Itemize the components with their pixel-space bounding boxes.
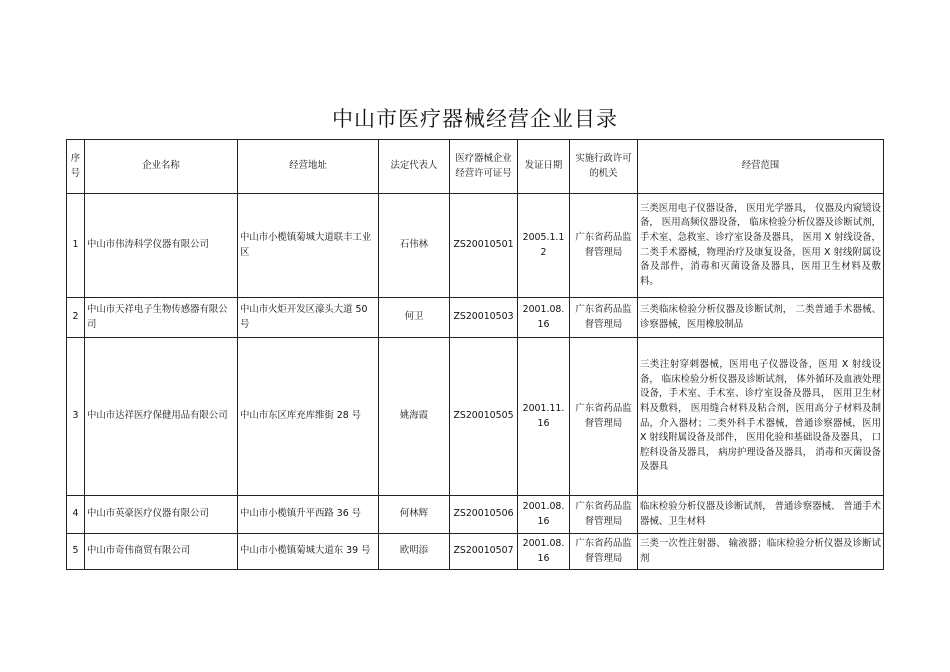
cell-legal-rep: 姚海霞 [379,338,450,496]
cell-no: 1 [67,194,85,298]
cell-business-scope: 三类注射穿刺器械，医用电子仪器设备，医用 X 射线设备， 临床检验分析仪器及诊断试剂， 体外循环及血液处理设备，手术室、手术室、诊疗室设备及器具， 医用卫生材料及敷料， 医用缝合材料及粘合剂，医用高分子材料及制品，介入器材；二类外科手术器械，普通诊察器械，医用 X 射线附属设备及部件， 医用化验和基础设备及器具， 口腔科设备及器具， 病房护理设备及器具， 消毒和灭菌设备及器具 [638,338,884,496]
cell-business-scope: 三类一次性注射器、 输液器；临床检验分析仪器及诊断试剂 [638,534,884,570]
cell-business-scope: 三类医用电子仪器设备， 医用光学器具， 仪器及内窥镜设备， 医用高频仪器设备， 临床检验分析仪器及诊断试剂， 手术室、急救室、诊疗室设备及器具， 医用 X 射线设备，二类手术器械，物理治疗及康复设备，医用 X 射线附属设备及部件，消毒和灭菌设备及器具，医用卫生材料及敷料。 [638,194,884,298]
header-business-scope: 经营范围 [638,140,884,194]
header-issue-date: 发证日期 [518,140,570,194]
cell-no: 2 [67,298,85,338]
enterprise-registry-table [66,139,884,570]
cell-enterprise-name: 中山市天祥电子生物传感器有限公司 [85,298,238,338]
cell-issue-date: 2001.08.16 [518,496,570,534]
document-title: 中山市医疗器械经营企业目录 [332,107,618,131]
cell-address: 中山市小榄镇升平西路 36 号 [238,496,379,534]
header-no: 序号 [67,140,85,194]
cell-authority: 广东省药品监督管理局 [570,496,638,534]
cell-license-no: ZS20010501 [450,194,518,298]
cell-business-scope: 临床检验分析仪器及诊断试剂， 普通诊察器械、 普通手术器械、卫生材料 [638,496,884,534]
cell-business-scope: 三类临床检验分析仪器及诊断试剂， 二类普通手术器械、诊察器械，医用橡胶制品 [638,298,884,338]
cell-no: 4 [67,496,85,534]
cell-enterprise-name: 中山市英豪医疗仪器有限公司 [85,496,238,534]
header-authority: 实施行政许可的机关 [570,140,638,194]
table-row [67,194,884,298]
header-legal-rep: 法定代表人 [379,140,450,194]
cell-issue-date: 2001.11.16 [518,338,570,496]
cell-enterprise-name: 中山市伟涛科学仪器有限公司 [85,194,238,298]
table-row [67,298,884,338]
table-row [67,534,884,570]
cell-legal-rep: 欧明添 [379,534,450,570]
table-header-row [67,140,884,194]
header-address: 经营地址 [238,140,379,194]
cell-address: 中山市小榄镇菊城大道东 39 号 [238,534,379,570]
cell-address: 中山市东区库充库维街 28 号 [238,338,379,496]
cell-authority: 广东省药品监督管理局 [570,534,638,570]
cell-address: 中山市火炬开发区濠头大道 50 号 [238,298,379,338]
table-row [67,496,884,534]
cell-legal-rep: 何林辉 [379,496,450,534]
cell-license-no: ZS20010506 [450,496,518,534]
cell-license-no: ZS20010507 [450,534,518,570]
header-name: 企业名称 [85,140,238,194]
cell-legal-rep: 石伟林 [379,194,450,298]
cell-authority: 广东省药品监督管理局 [570,338,638,496]
cell-authority: 广东省药品监督管理局 [570,194,638,298]
cell-address: 中山市小榄镇菊城大道联丰工业区 [238,194,379,298]
cell-enterprise-name: 中山市达祥医疗保健用品有限公司 [85,338,238,496]
cell-issue-date: 2001.08.16 [518,534,570,570]
cell-enterprise-name: 中山市奇伟商贸有限公司 [85,534,238,570]
header-license-no: 医疗器械企业经营许可证号 [450,140,518,194]
cell-license-no: ZS20010505 [450,338,518,496]
cell-issue-date: 2005.1.12 [518,194,570,298]
cell-issue-date: 2001.08.16 [518,298,570,338]
cell-no: 5 [67,534,85,570]
cell-legal-rep: 何卫 [379,298,450,338]
cell-authority: 广东省药品监督管理局 [570,298,638,338]
cell-no: 3 [67,338,85,496]
cell-license-no: ZS20010503 [450,298,518,338]
table-row [67,338,884,496]
